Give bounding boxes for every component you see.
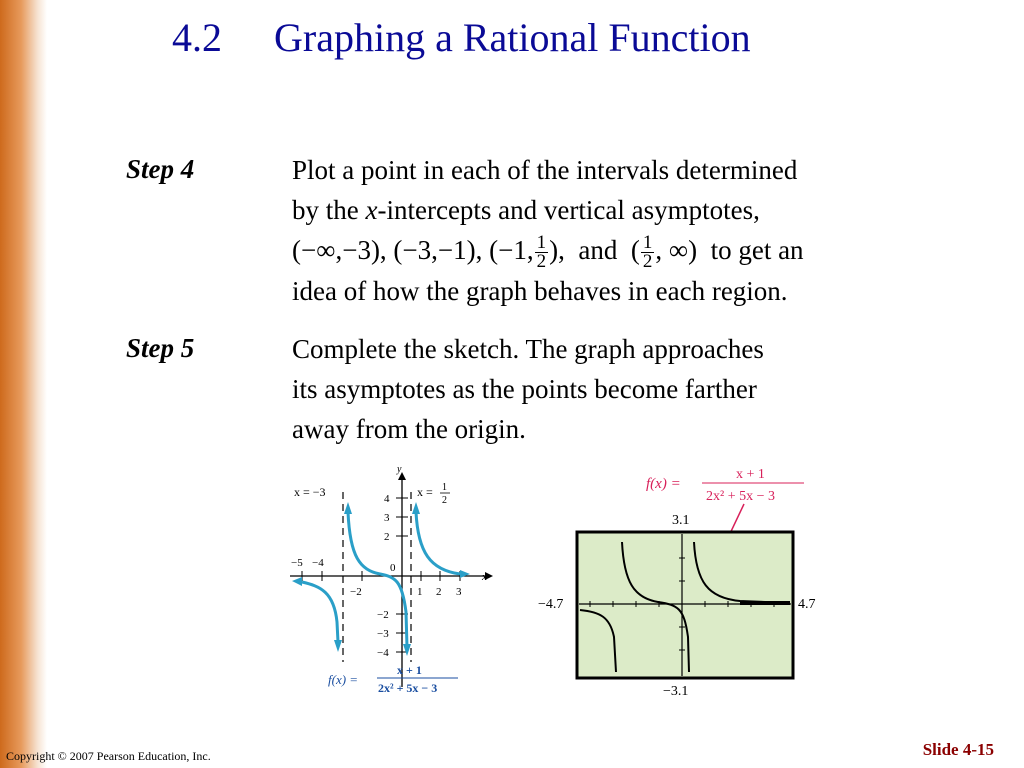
- y-tick-neg4: −4: [377, 647, 389, 659]
- right-function-den: 2x² + 5x − 3: [706, 489, 775, 504]
- step4-frac2-num: 1: [642, 232, 653, 254]
- step4-close: ),: [549, 235, 565, 265]
- step4-tail: to get an: [710, 235, 804, 265]
- left-accent-bar: [0, 0, 47, 768]
- step4-fraction-2: [641, 234, 655, 271]
- y-tick-neg3: −3: [377, 628, 389, 640]
- y-tick-4: 4: [384, 493, 390, 505]
- right-function-lhs: f(x) =: [646, 476, 681, 492]
- y-tick-neg2: −2: [377, 609, 389, 621]
- section-number: 4.2: [172, 15, 222, 60]
- right-ymin-label: −3.1: [663, 684, 689, 699]
- step4-line2-post: -intercepts and vertical asymptotes,: [377, 195, 760, 225]
- footer-copyright: Copyright © 2007 Pearson Education, Inc.: [6, 749, 211, 763]
- left-function-den: 2x² + 5x − 3: [378, 681, 438, 695]
- step5-text: [292, 329, 764, 449]
- curve-branch-left: [302, 582, 338, 642]
- x-tick-neg5: −5: [291, 557, 303, 569]
- x-tick-2: 2: [436, 586, 442, 598]
- step4-intervals: (−∞,−3), (−3,−1), (−1,: [292, 235, 534, 265]
- left-function-lhs: f(x) =: [328, 672, 359, 687]
- left-graph: [280, 462, 505, 702]
- step4-text: [292, 150, 804, 311]
- step4-line4: idea of how the graph behaves in each region.: [292, 276, 788, 307]
- slide-title: [172, 14, 751, 61]
- right-function-num: x + 1: [736, 467, 765, 482]
- step4-label: Step 4: [126, 154, 195, 184]
- y-tick-3: 3: [384, 512, 390, 524]
- left-function-num: x + 1: [397, 663, 422, 677]
- step4-and: and: [578, 235, 618, 265]
- step5-line2: its asymptotes as the points become farther: [292, 374, 757, 404]
- step4-frac1-den: 2: [536, 251, 547, 273]
- step4-fraction-1: [535, 234, 549, 271]
- step5-label: Step 5: [126, 333, 195, 363]
- x-tick-3: 3: [456, 586, 462, 598]
- step4-infinity: , ∞): [655, 235, 698, 265]
- left-graph-y-label: y: [397, 464, 402, 475]
- step4-line2: [292, 190, 804, 230]
- right-graph: [530, 462, 830, 702]
- left-graph-curves: [302, 512, 460, 647]
- slide-number: Slide 4-15: [922, 740, 994, 759]
- left-graph-x-label: x: [482, 571, 487, 583]
- asymptote-right-num: 1: [442, 482, 447, 493]
- title-text: Graphing a Rational Function: [274, 15, 751, 60]
- curve-branch-right: [416, 512, 460, 574]
- asymptote-right-label: x =: [417, 485, 433, 499]
- x-tick-1: 1: [417, 586, 423, 598]
- step4-line3: [292, 230, 804, 271]
- origin-label: 0: [390, 562, 396, 574]
- step4-frac1-num: 1: [536, 232, 547, 254]
- step4-line2-var: x: [365, 195, 378, 225]
- y-tick-2: 2: [384, 531, 390, 543]
- right-ymax-label: 3.1: [672, 513, 690, 528]
- asymptote-left-label: x = −3: [294, 485, 326, 499]
- step4-frac2-den: 2: [642, 251, 653, 273]
- x-tick-neg2: −2: [350, 586, 362, 598]
- right-xmin-label: −4.7: [538, 597, 564, 612]
- right-xmax-label: 4.7: [798, 597, 816, 612]
- x-tick-neg4: −4: [312, 557, 324, 569]
- curve-branch-middle: [348, 512, 407, 647]
- step5-line3: away from the origin.: [292, 414, 526, 444]
- step4-line2-pre: by the: [292, 195, 366, 225]
- asymptote-right-den: 2: [442, 495, 447, 506]
- step4-line1: Plot a point in each of the intervals determined: [292, 155, 798, 185]
- step5-line1: Complete the sketch. The graph approaches: [292, 334, 764, 364]
- step4-open2: (: [630, 235, 640, 265]
